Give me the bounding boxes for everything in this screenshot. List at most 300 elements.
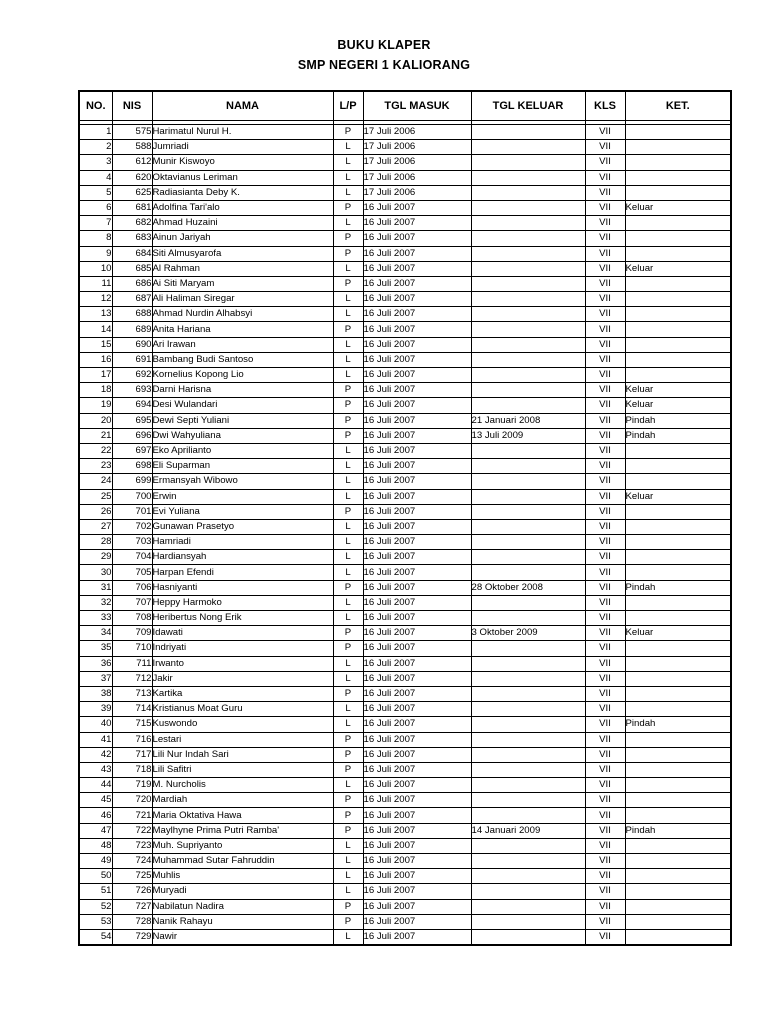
cell-no: 46: [79, 808, 112, 823]
cell-nis: 724: [112, 854, 152, 869]
cell-tgl-keluar: [471, 459, 585, 474]
table-row: [79, 899, 731, 914]
cell-kls: VII: [585, 200, 625, 215]
cell-kls: VII: [585, 914, 625, 929]
cell-tgl-keluar: [471, 535, 585, 550]
cell-kls: VII: [585, 428, 625, 443]
cell-nama: Kuswondo: [152, 717, 333, 732]
table-row: [79, 823, 731, 838]
cell-lp: L: [333, 550, 363, 565]
cell-ket: [625, 155, 731, 170]
cell-no: 41: [79, 732, 112, 747]
cell-nis: 588: [112, 140, 152, 155]
cell-lp: L: [333, 489, 363, 504]
cell-ket: [625, 854, 731, 869]
cell-kls: VII: [585, 747, 625, 762]
cell-kls: VII: [585, 246, 625, 261]
cell-tgl-keluar: [471, 216, 585, 231]
table-row: [79, 869, 731, 884]
cell-no: 29: [79, 550, 112, 565]
cell-kls: VII: [585, 155, 625, 170]
cell-nis: 727: [112, 899, 152, 914]
table-row: [79, 125, 731, 140]
cell-no: 31: [79, 580, 112, 595]
cell-nis: 683: [112, 231, 152, 246]
table-row: [79, 929, 731, 945]
cell-kls: VII: [585, 899, 625, 914]
cell-nis: 711: [112, 656, 152, 671]
cell-nis: 694: [112, 398, 152, 413]
cell-nis: 695: [112, 413, 152, 428]
cell-tgl-masuk: 17 Juli 2006: [363, 155, 471, 170]
cell-ket: [625, 884, 731, 899]
cell-kls: VII: [585, 337, 625, 352]
cell-nis: 716: [112, 732, 152, 747]
cell-lp: P: [333, 200, 363, 215]
cell-tgl-masuk: 16 Juli 2007: [363, 854, 471, 869]
cell-nama: Nawir: [152, 929, 333, 945]
cell-lp: L: [333, 474, 363, 489]
cell-nama: Indriyati: [152, 641, 333, 656]
table-row: [79, 611, 731, 626]
header-tgl-masuk: TGL MASUK: [363, 91, 471, 121]
cell-ket: [625, 565, 731, 580]
cell-nama: Darni Harisna: [152, 383, 333, 398]
cell-tgl-masuk: 16 Juli 2007: [363, 322, 471, 337]
cell-tgl-masuk: 16 Juli 2007: [363, 762, 471, 777]
cell-tgl-masuk: 16 Juli 2007: [363, 595, 471, 610]
cell-tgl-masuk: 16 Juli 2007: [363, 504, 471, 519]
cell-tgl-keluar: [471, 550, 585, 565]
cell-nis: 723: [112, 838, 152, 853]
cell-no: 12: [79, 292, 112, 307]
cell-no: 17: [79, 368, 112, 383]
cell-nama: Nanik Rahayu: [152, 914, 333, 929]
cell-tgl-keluar: [471, 778, 585, 793]
cell-nama: Ainun Jariyah: [152, 231, 333, 246]
cell-no: 52: [79, 899, 112, 914]
cell-tgl-masuk: 16 Juli 2007: [363, 823, 471, 838]
cell-nama: Harpan Efendi: [152, 565, 333, 580]
cell-ket: Pindah: [625, 413, 731, 428]
table-row: [79, 413, 731, 428]
table-row: [79, 398, 731, 413]
cell-tgl-keluar: [471, 732, 585, 747]
table-row: [79, 459, 731, 474]
cell-tgl-masuk: 16 Juli 2007: [363, 793, 471, 808]
cell-lp: P: [333, 231, 363, 246]
cell-ket: Keluar: [625, 489, 731, 504]
cell-nis: 693: [112, 383, 152, 398]
cell-nis: 686: [112, 276, 152, 291]
cell-ket: [625, 793, 731, 808]
cell-nama: Nabilatun Nadira: [152, 899, 333, 914]
cell-kls: VII: [585, 656, 625, 671]
cell-tgl-keluar: [471, 352, 585, 367]
cell-tgl-keluar: [471, 246, 585, 261]
table-row: [79, 808, 731, 823]
table-row: [79, 671, 731, 686]
cell-tgl-masuk: 16 Juli 2007: [363, 641, 471, 656]
cell-no: 33: [79, 611, 112, 626]
cell-no: 35: [79, 641, 112, 656]
cell-kls: VII: [585, 352, 625, 367]
cell-lp: L: [333, 929, 363, 945]
cell-no: 38: [79, 686, 112, 701]
table-row: [79, 656, 731, 671]
cell-tgl-keluar: [471, 322, 585, 337]
cell-kls: VII: [585, 535, 625, 550]
cell-ket: [625, 322, 731, 337]
cell-no: 43: [79, 762, 112, 777]
cell-kls: VII: [585, 504, 625, 519]
cell-no: 22: [79, 443, 112, 458]
cell-tgl-keluar: [471, 641, 585, 656]
cell-lp: P: [333, 914, 363, 929]
cell-no: 1: [79, 125, 112, 140]
cell-nis: 690: [112, 337, 152, 352]
cell-tgl-keluar: [471, 656, 585, 671]
cell-ket: [625, 762, 731, 777]
cell-nama: Erwin: [152, 489, 333, 504]
table-row: [79, 595, 731, 610]
cell-no: 24: [79, 474, 112, 489]
cell-nama: Heribertus Nong Erik: [152, 611, 333, 626]
cell-lp: L: [333, 519, 363, 534]
cell-nama: Desi Wulandari: [152, 398, 333, 413]
header-nis: NIS: [112, 91, 152, 121]
cell-nis: 696: [112, 428, 152, 443]
cell-lp: P: [333, 383, 363, 398]
cell-ket: Keluar: [625, 261, 731, 276]
cell-tgl-keluar: [471, 869, 585, 884]
cell-tgl-masuk: 16 Juli 2007: [363, 565, 471, 580]
table-row: [79, 337, 731, 352]
cell-tgl-masuk: 16 Juli 2007: [363, 398, 471, 413]
header-kls: KLS: [585, 91, 625, 121]
cell-ket: [625, 535, 731, 550]
cell-no: 14: [79, 322, 112, 337]
table-row: [79, 474, 731, 489]
table-row: [79, 550, 731, 565]
cell-nis: 684: [112, 246, 152, 261]
cell-lp: L: [333, 884, 363, 899]
cell-ket: Pindah: [625, 717, 731, 732]
cell-kls: VII: [585, 778, 625, 793]
cell-nis: 701: [112, 504, 152, 519]
table-row: [79, 261, 731, 276]
cell-lp: L: [333, 611, 363, 626]
cell-ket: Keluar: [625, 398, 731, 413]
cell-lp: L: [333, 307, 363, 322]
cell-lp: P: [333, 428, 363, 443]
cell-no: 4: [79, 170, 112, 185]
cell-lp: L: [333, 368, 363, 383]
cell-tgl-keluar: [471, 474, 585, 489]
cell-no: 44: [79, 778, 112, 793]
cell-kls: VII: [585, 611, 625, 626]
table-row: [79, 428, 731, 443]
cell-lp: P: [333, 823, 363, 838]
cell-nama: Ai Siti Maryam: [152, 276, 333, 291]
cell-tgl-keluar: [471, 307, 585, 322]
cell-ket: [625, 474, 731, 489]
cell-nis: 721: [112, 808, 152, 823]
cell-tgl-keluar: 28 Oktober 2008: [471, 580, 585, 595]
cell-nama: Ali Haliman Siregar: [152, 292, 333, 307]
cell-no: 9: [79, 246, 112, 261]
cell-nis: 713: [112, 686, 152, 701]
cell-nama: Kartika: [152, 686, 333, 701]
cell-kls: VII: [585, 519, 625, 534]
cell-tgl-masuk: 16 Juli 2007: [363, 292, 471, 307]
cell-nama: Evi Yuliana: [152, 504, 333, 519]
cell-lp: L: [333, 352, 363, 367]
cell-lp: L: [333, 702, 363, 717]
cell-nama: Lili Safitri: [152, 762, 333, 777]
table-row: [79, 565, 731, 580]
cell-ket: [625, 443, 731, 458]
cell-nama: Eli Suparman: [152, 459, 333, 474]
cell-kls: VII: [585, 580, 625, 595]
cell-nis: 726: [112, 884, 152, 899]
cell-tgl-keluar: [471, 854, 585, 869]
cell-ket: [625, 747, 731, 762]
cell-nis: 681: [112, 200, 152, 215]
cell-tgl-keluar: [471, 671, 585, 686]
cell-ket: [625, 276, 731, 291]
table-row: [79, 292, 731, 307]
cell-nama: Idawati: [152, 626, 333, 641]
cell-nama: Maria Oktativa Hawa: [152, 808, 333, 823]
cell-tgl-masuk: 16 Juli 2007: [363, 231, 471, 246]
cell-nis: 698: [112, 459, 152, 474]
cell-nama: Kristianus Moat Guru: [152, 702, 333, 717]
cell-kls: VII: [585, 762, 625, 777]
cell-tgl-keluar: [471, 443, 585, 458]
cell-ket: [625, 337, 731, 352]
cell-nis: 704: [112, 550, 152, 565]
cell-no: 50: [79, 869, 112, 884]
cell-ket: [625, 307, 731, 322]
cell-ket: [625, 732, 731, 747]
cell-nama: Siti Almusyarofa: [152, 246, 333, 261]
cell-tgl-masuk: 16 Juli 2007: [363, 276, 471, 291]
cell-nis: 709: [112, 626, 152, 641]
cell-kls: VII: [585, 595, 625, 610]
cell-kls: VII: [585, 216, 625, 231]
header-nama: NAMA: [152, 91, 333, 121]
cell-no: 18: [79, 383, 112, 398]
cell-kls: VII: [585, 261, 625, 276]
cell-nama: Ahmad Huzaini: [152, 216, 333, 231]
cell-ket: [625, 519, 731, 534]
cell-lp: L: [333, 854, 363, 869]
cell-ket: Pindah: [625, 428, 731, 443]
table-row: [79, 443, 731, 458]
cell-no: 25: [79, 489, 112, 504]
cell-ket: [625, 504, 731, 519]
cell-ket: Keluar: [625, 626, 731, 641]
cell-kls: VII: [585, 686, 625, 701]
cell-lp: L: [333, 778, 363, 793]
cell-nama: Adolfina Tari'alo: [152, 200, 333, 215]
cell-tgl-masuk: 16 Juli 2007: [363, 428, 471, 443]
cell-nama: Al Rahman: [152, 261, 333, 276]
cell-lp: L: [333, 170, 363, 185]
cell-kls: VII: [585, 869, 625, 884]
table-row: [79, 276, 731, 291]
cell-ket: [625, 595, 731, 610]
cell-no: 48: [79, 838, 112, 853]
cell-nis: 725: [112, 869, 152, 884]
table-row: [79, 747, 731, 762]
table-row: [79, 185, 731, 200]
cell-ket: [625, 352, 731, 367]
cell-tgl-keluar: [471, 747, 585, 762]
cell-no: 19: [79, 398, 112, 413]
cell-nis: 688: [112, 307, 152, 322]
cell-tgl-masuk: 16 Juli 2007: [363, 626, 471, 641]
cell-tgl-keluar: [471, 702, 585, 717]
cell-tgl-masuk: 16 Juli 2007: [363, 352, 471, 367]
header-row: [79, 91, 731, 121]
cell-lp: L: [333, 838, 363, 853]
cell-ket: [625, 838, 731, 853]
cell-nama: M. Nurcholis: [152, 778, 333, 793]
cell-tgl-keluar: [471, 884, 585, 899]
table-row: [79, 170, 731, 185]
cell-no: 40: [79, 717, 112, 732]
table-row: [79, 246, 731, 261]
cell-tgl-masuk: 16 Juli 2007: [363, 307, 471, 322]
cell-nis: 718: [112, 762, 152, 777]
cell-tgl-masuk: 16 Juli 2007: [363, 869, 471, 884]
table-row: [79, 717, 731, 732]
cell-kls: VII: [585, 838, 625, 853]
cell-kls: VII: [585, 368, 625, 383]
cell-nis: 682: [112, 216, 152, 231]
cell-nis: 687: [112, 292, 152, 307]
table-row: [79, 732, 731, 747]
table-row: [79, 793, 731, 808]
cell-tgl-keluar: [471, 519, 585, 534]
cell-nama: Jumriadi: [152, 140, 333, 155]
cell-tgl-keluar: [471, 261, 585, 276]
cell-no: 47: [79, 823, 112, 838]
cell-tgl-masuk: 16 Juli 2007: [363, 216, 471, 231]
table-row: [79, 641, 731, 656]
cell-lp: P: [333, 125, 363, 140]
cell-nama: Irwanto: [152, 656, 333, 671]
cell-no: 39: [79, 702, 112, 717]
cell-tgl-masuk: 16 Juli 2007: [363, 443, 471, 458]
cell-nama: Munir Kiswoyo: [152, 155, 333, 170]
cell-no: 36: [79, 656, 112, 671]
cell-kls: VII: [585, 626, 625, 641]
cell-tgl-keluar: [471, 337, 585, 352]
cell-tgl-masuk: 16 Juli 2007: [363, 884, 471, 899]
cell-kls: VII: [585, 459, 625, 474]
cell-nama: Oktavianus Leriman: [152, 170, 333, 185]
cell-nis: 728: [112, 914, 152, 929]
cell-no: 53: [79, 914, 112, 929]
table-row: [79, 580, 731, 595]
cell-no: 42: [79, 747, 112, 762]
cell-lp: P: [333, 246, 363, 261]
table-row: [79, 155, 731, 170]
cell-kls: VII: [585, 823, 625, 838]
cell-nama: Jakir: [152, 671, 333, 686]
cell-tgl-masuk: 16 Juli 2007: [363, 246, 471, 261]
cell-ket: [625, 808, 731, 823]
cell-lp: L: [333, 565, 363, 580]
cell-ket: [625, 914, 731, 929]
table-row: [79, 200, 731, 215]
cell-nis: 720: [112, 793, 152, 808]
cell-ket: [625, 641, 731, 656]
header-lp: L/P: [333, 91, 363, 121]
cell-kls: VII: [585, 307, 625, 322]
cell-ket: Keluar: [625, 200, 731, 215]
cell-tgl-masuk: 17 Juli 2006: [363, 185, 471, 200]
cell-tgl-keluar: [471, 155, 585, 170]
cell-lp: P: [333, 793, 363, 808]
cell-tgl-masuk: 16 Juli 2007: [363, 914, 471, 929]
cell-nis: 703: [112, 535, 152, 550]
cell-kls: VII: [585, 929, 625, 945]
cell-kls: VII: [585, 671, 625, 686]
cell-ket: [625, 368, 731, 383]
cell-tgl-masuk: 16 Juli 2007: [363, 550, 471, 565]
cell-tgl-keluar: [471, 717, 585, 732]
cell-nama: Heppy Harmoko: [152, 595, 333, 610]
cell-tgl-keluar: 21 Januari 2008: [471, 413, 585, 428]
cell-nama: Dewi Septi Yuliani: [152, 413, 333, 428]
cell-lp: L: [333, 292, 363, 307]
cell-tgl-keluar: 14 Januari 2009: [471, 823, 585, 838]
cell-ket: [625, 185, 731, 200]
cell-ket: [625, 170, 731, 185]
cell-tgl-keluar: 3 Oktober 2009: [471, 626, 585, 641]
cell-tgl-keluar: [471, 200, 585, 215]
cell-tgl-keluar: [471, 504, 585, 519]
cell-nama: Muh. Supriyanto: [152, 838, 333, 853]
cell-lp: P: [333, 732, 363, 747]
cell-nama: Muryadi: [152, 884, 333, 899]
cell-lp: L: [333, 459, 363, 474]
cell-tgl-masuk: 16 Juli 2007: [363, 489, 471, 504]
table-row: [79, 231, 731, 246]
cell-nis: 717: [112, 747, 152, 762]
cell-tgl-keluar: [471, 398, 585, 413]
cell-nama: Hamriadi: [152, 535, 333, 550]
cell-lp: P: [333, 322, 363, 337]
cell-ket: [625, 231, 731, 246]
cell-kls: VII: [585, 322, 625, 337]
cell-tgl-masuk: 16 Juli 2007: [363, 656, 471, 671]
cell-kls: VII: [585, 413, 625, 428]
cell-nis: 710: [112, 641, 152, 656]
cell-nama: Dwi Wahyuliana: [152, 428, 333, 443]
cell-no: 32: [79, 595, 112, 610]
cell-tgl-keluar: [471, 125, 585, 140]
cell-nis: 705: [112, 565, 152, 580]
cell-nama: Radiasianta Deby K.: [152, 185, 333, 200]
table-row: [79, 352, 731, 367]
cell-lp: L: [333, 216, 363, 231]
cell-tgl-masuk: 16 Juli 2007: [363, 717, 471, 732]
